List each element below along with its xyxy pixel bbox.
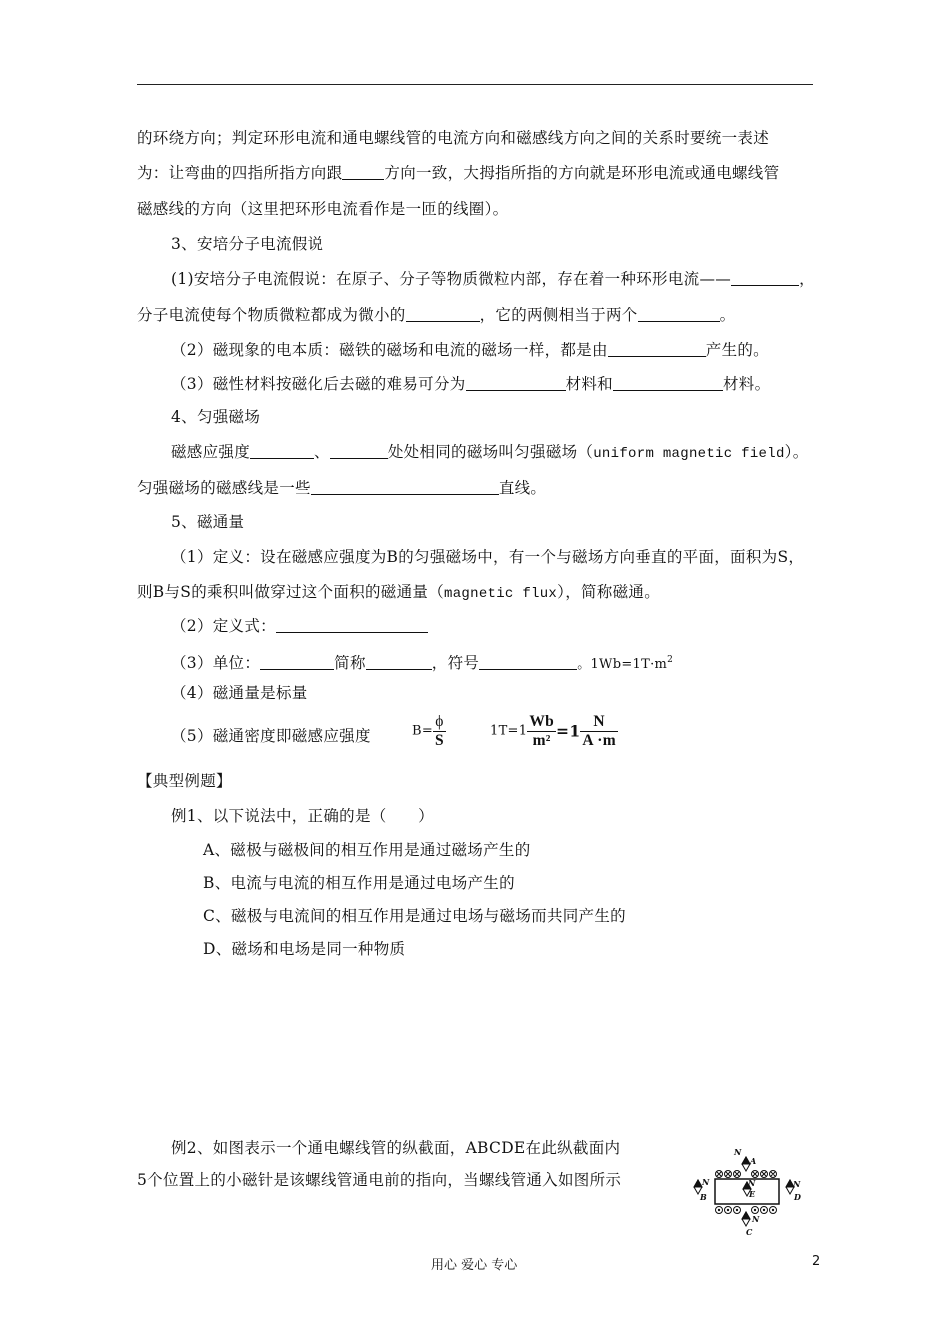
text-line: 5个位置上的小磁针是该螺线管通电前的指向，当螺线管通入如图所示 [137, 1171, 622, 1189]
fill-blank [342, 165, 384, 180]
fill-blank [406, 307, 480, 322]
formula-b: B= $\frac{\phi}{S}$ [412, 713, 444, 749]
label-n: N [734, 1147, 742, 1157]
fill-blank [466, 376, 566, 391]
footer-text: 用心 爱心 专心 [431, 1258, 518, 1273]
fill-blank [638, 307, 720, 322]
text-line: 为：让弯曲的四指所指方向跟 方向一致，大拇指所指的方向就是环形电流或通电螺线管 [137, 164, 780, 182]
question: 例2、如图表示一个通电螺线管的纵截面，ABCDE在此纵截面内 [171, 1139, 621, 1157]
fill-blank [731, 271, 799, 286]
fill-blank [311, 480, 499, 495]
text-line: 则B与S的乘积叫做穿过这个面积的磁通量（magnetic flux），简称磁通。 [137, 583, 660, 602]
label-c: C [746, 1227, 753, 1237]
label-n: N [752, 1214, 760, 1224]
option: B、电流与电流的相互作用是通过电场产生的 [203, 874, 515, 892]
label-d: D [794, 1192, 801, 1202]
fill-blank [276, 618, 428, 633]
text-line: 的环绕方向；判定环形电流和通电螺线管的电流方向和磁感线方向之间的关系时要统一表述 [137, 129, 770, 147]
option: D、磁场和电场是同一种物质 [203, 940, 406, 958]
text-line: 磁感应强度 、 处处相同的磁场叫匀强磁场（uniform magnetic field）。 [171, 443, 809, 462]
page-number: 2 [812, 1254, 821, 1269]
section-heading: 5、磁通量 [171, 513, 245, 531]
section-heading: 【典型例题】 [137, 772, 232, 790]
fraction: $\frac{N}{A \cdot m}$ [582, 713, 616, 749]
text-line: 匀强磁场的磁感线是一些 直线。 [137, 479, 547, 497]
header-rule [137, 84, 813, 85]
text-line: （4）磁通量是标量 [171, 684, 308, 702]
question: 例1、以下说法中，正确的是（ ） [171, 807, 434, 825]
text-line: 磁感线的方向（这里把环形电流看作是一匝的线圈）。 [137, 200, 509, 218]
fill-blank [366, 655, 432, 670]
formula-units: 1T=1 $\frac{Wb}{\text{m²}}$ =1 $\frac{N}{A \cdot m}$ [490, 713, 616, 749]
label-n: N [702, 1177, 710, 1187]
fill-blank [330, 444, 388, 459]
fill-blank [613, 376, 723, 391]
fraction: $\frac{\phi}{S}$ [435, 713, 444, 749]
text-line: （1）定义：设在磁感应强度为B的匀强磁场中，有一个与磁场方向垂直的平面，面积为S， [171, 548, 805, 566]
fill-blank [479, 655, 577, 670]
fraction: $\frac{Wb}{\text{m²}}$ [529, 713, 555, 749]
label-n: N [748, 1178, 756, 1188]
text-line: （2）定义式： [171, 616, 428, 636]
label-n: N [793, 1179, 801, 1189]
text-line: （3）单位： 简称 ，符号 。$1Wb=1T\cdot m^2$ [171, 654, 674, 673]
text-line: （2）磁现象的电本质：磁铁的磁场和电流的磁场一样，都是由 产生的。 [171, 341, 769, 359]
label-b: B [700, 1192, 707, 1202]
solenoid-figure [688, 1146, 806, 1242]
text-line: (1)安培分子电流假说：在原子、分子等物质微粒内部，存在着一种环形电流—— ， [171, 270, 815, 288]
text-line: 分子电流使每个物质微粒都成为微小的 ，它的两侧相当于两个 。 [137, 306, 736, 324]
fill-blank [260, 655, 334, 670]
text-line: （3）磁性材料按磁化后去磁的难易可分为 材料和 材料。 [171, 375, 771, 393]
fill-blank [250, 444, 314, 459]
label-a: A [750, 1156, 757, 1166]
text-line: （5）磁通密度即磁感应强度 [171, 727, 371, 745]
label-e: E [749, 1189, 756, 1199]
fill-blank [608, 342, 706, 357]
option: C、磁极与电流间的相互作用是通过电场与磁场而共同产生的 [203, 907, 626, 925]
section-heading: 4、匀强磁场 [171, 408, 261, 426]
section-heading: 3、安培分子电流假说 [171, 235, 324, 253]
option: A、磁极与磁极间的相互作用是通过磁场产生的 [203, 841, 531, 859]
